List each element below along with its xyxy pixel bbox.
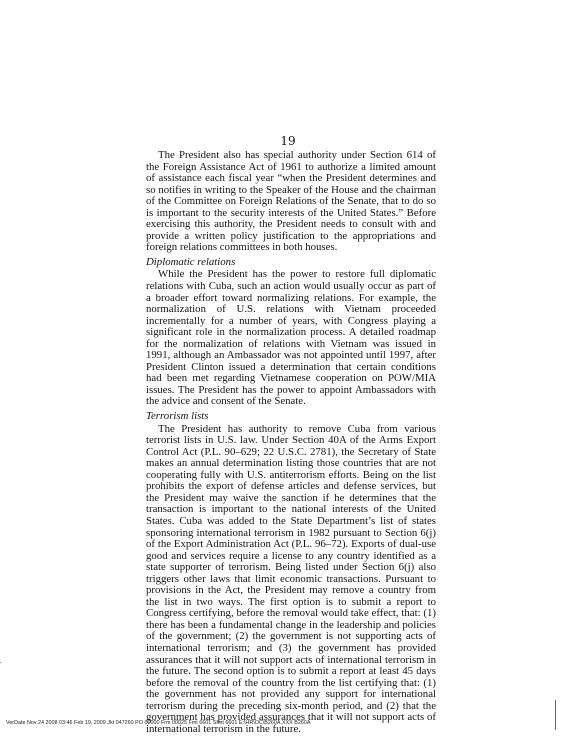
paragraph-terrorism-lists: The President has authority to remove Cuba from various terrorist lists in U.S. law. Under Section 40A of the Arms Export Control Act (P.L. 90–629; 22 U.S.C. 2781), the Secretary of State makes an annual determination listing those countries that are not cooperating fully with U.S. antiterrorism efforts. Being on the list prohibits the export of defense articles and defense services, but the President may waive the sanction if he determines that the transaction is important to the national interests of the United States. Cuba was added to the State Department’s list of states sponsoring international terrorism in 1982 pursuant to Section 6(j) of the Export Administration Act (P.L. 96–72). Exports of dual-use good and services require a license to any country identified as a state supporter of terrorism. Being listed under Section 6(j) also triggers other laws that limit economic transactions. Pursuant to provisions in the Act, the President may remove a country from the list in two ways. The first option is to submit a report to Congress certifying, before the removal would take effect, that: (1) there has been a fundamental change in the leadership and policies of the government; (2) the government is not supporting acts of international terrorism; and (3) the government has provided assurances that it will not support acts of international terrorism in the future. The second option is to submit a report at least 45 days before the removal of the country from the list certifying that: (1) the government has not provided any support for international terrorism during the preceding six-month period, and (2) that the government has provided assurances that it will not support acts of international terrorism in the future.	[146, 422, 436, 735]
side-margin-note	[0, 589, 1, 663]
print-footer: VerDate Nov 24 2008 03:46 Feb 19, 2009 Jkt 047260 PO 00000 Frm 00025 Fmt 6601 Sfmt 6601 E:\HR\OC\B260A.XXX B260A	[6, 720, 311, 726]
paragraph-diplomatic-relations: While the President has the power to restore full diplomatic relations with Cuba, such an action would usually occur as part of a broader effort toward normalizing relations. For example, the normalization of U.S. relations with Vietnam proceeded incrementally for a number of years, with Congress playing a significant role in the normalization process. A detailed roadmap for the normalization of relations with Vietnam was issued in 1991, although an Ambassador was not appointed until 1997, after President Clinton issued a determination that certain conditions had been met regarding Vietnamese cooperation on POW/MIA issues. The President has the power to appoint Ambassadors with the advice and consent of the Senate.	[146, 268, 436, 408]
paragraph-foreign-assistance: The President also has special authority under Section 614 of the Foreign Assistance Act of 1961 to authorize a limited amount of assistance each fiscal year “when the President determines and so notifies in writing to the Speaker of the House and the chairman of the Committee on Foreign Relations of the Senate, that to do so is important to the security interests of the United States.” Before exercising this authority, the President needs to consult with and provide a written policy justification to the appropriations and foreign relations committees in both houses.	[146, 149, 436, 254]
heading-diplomatic-relations: Diplomatic relations	[146, 255, 236, 268]
crop-mark-right	[555, 700, 556, 730]
document-body	[146, 150, 436, 735]
page-number: 19	[280, 134, 296, 148]
heading-terrorism-lists: Terrorism lists	[146, 410, 209, 423]
